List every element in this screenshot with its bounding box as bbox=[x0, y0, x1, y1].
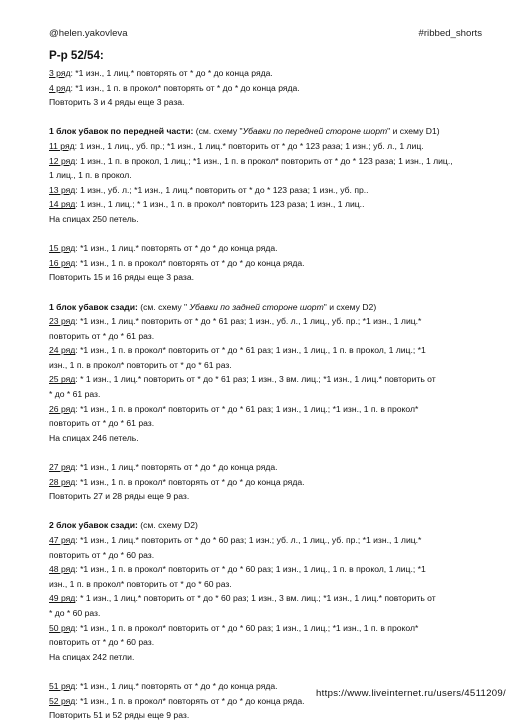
row-4: 4 ряд: *1 изн., 1 п. в прокол* повторять от * до * до конца ряда. bbox=[49, 82, 300, 93]
row-27: 27 ряд: *1 изн., 1 лиц.* повторять от * до * до конца ряда. bbox=[49, 462, 278, 473]
row-48-cont: изн., 1 п. в прокол* повторить от * до * 60 раз. bbox=[49, 578, 232, 589]
row-23: 23 ряд: *1 изн., 1 лиц.* повторить от * до * 61 раз; 1 изн., уб. л., 1 лиц., уб. пр.; *1 изн., 1 лиц.* bbox=[49, 316, 422, 327]
row-25: 25 ряд: * 1 изн., 1 лиц.* повторить от * до * 61 раз; 1 изн., 3 вм. лиц.; *1 изн., 1 лиц.* повторить от bbox=[49, 374, 436, 385]
row-23-cont: повторить от * до * 61 раз. bbox=[49, 330, 155, 341]
source-url-watermark: https://www.liveinternet.ru/users/4511209/ bbox=[316, 688, 506, 699]
row-15: 15 ряд: *1 изн., 1 лиц.* повторять от * до * до конца ряда. bbox=[49, 243, 278, 254]
row-51: 51 ряд: *1 изн., 1 лиц.* повторять от * до * до конца ряда. bbox=[49, 680, 278, 691]
stitch-count-250: На спицах 250 петель. bbox=[49, 213, 139, 224]
row-12-cont: 1 лиц., 1 п. в прокол. bbox=[49, 170, 132, 181]
repeat-15-16: Повторить 15 и 16 ряды еще 3 раза. bbox=[49, 272, 194, 283]
row-52: 52 ряд: *1 изн., 1 п. в прокол* повторять от * до * до конца ряда. bbox=[49, 695, 305, 706]
author-handle: @helen.yakovleva bbox=[49, 28, 128, 39]
row-49-cont: * до * 60 раз. bbox=[49, 607, 101, 618]
repeat-27-28: Повторить 27 и 28 ряды еще 9 раз. bbox=[49, 491, 190, 502]
stitch-count-242: На спицах 242 петли. bbox=[49, 651, 135, 662]
row-16: 16 ряд: *1 изн., 1 п. в прокол* повторять от * до * до конца ряда. bbox=[49, 257, 305, 268]
row-26: 26 ряд: *1 изн., 1 п. в прокол* повторить от * до * 61 раз; 1 изн., 1 лиц.; *1 изн., 1 п. в прокол* bbox=[49, 403, 419, 414]
row-26-cont: повторить от * до * 61 раз. bbox=[49, 418, 155, 429]
row-50: 50 ряд: *1 изн., 1 п. в прокол* повторить от * до * 60 раз; 1 изн., 1 лиц.; *1 изн., 1 п. в прокол* bbox=[49, 622, 419, 633]
block2-heading: 2 блок убавок сзади: (см. схему D2) bbox=[49, 520, 198, 531]
row-14: 14 ряд: 1 изн., 1 лиц.; * 1 изн., 1 п. в прокол* повторить 123 раза; 1 изн., 1 лиц.. bbox=[49, 199, 365, 210]
row-11: 11 ряд: 1 изн., 1 лиц., уб. пр.; *1 изн., 1 лиц.* повторить от * до * 123 раза; 1 изн.; уб. л., 1 лиц. bbox=[49, 140, 424, 151]
repeat-3-4: Повторить 3 и 4 ряды еще 3 раза. bbox=[49, 97, 185, 108]
block-back-heading: 1 блок убавок сзади: (см. схему " Убавки по задней стороне шорт" и схему D2) bbox=[49, 301, 377, 312]
row-3: 3 ряд: *1 изн., 1 лиц.* повторять от * до * до конца ряда. bbox=[49, 68, 273, 78]
stitch-count-246: На спицах 246 петель. bbox=[49, 432, 139, 443]
row-24: 24 ряд: *1 изн., 1 п. в прокол* повторить от * до * 61 раз; 1 изн., 1 лиц., 1 п. в прокол, 1 лиц.; *1 bbox=[49, 345, 426, 356]
row-13: 13 ряд: 1 изн., уб. л.; *1 изн., 1 лиц.* повторить от * до * 123 раза; 1 изн., уб. пр.. bbox=[49, 184, 369, 195]
repeat-51-52: Повторить 51 и 52 ряды еще 9 раз. bbox=[49, 710, 190, 721]
row-28: 28 ряд: *1 изн., 1 п. в прокол* повторять от * до * до конца ряда. bbox=[49, 476, 305, 487]
pattern-text bbox=[49, 47, 489, 723]
row-47-cont: повторить от * до * 60 раз. bbox=[49, 549, 155, 560]
row-48: 48 ряд: *1 изн., 1 п. в прокол* повторить от * до * 60 раз; 1 изн., 1 лиц., 1 п. в прокол, 1 лиц.; *1 bbox=[49, 564, 426, 575]
hashtag: #ribbed_shorts bbox=[418, 28, 482, 39]
row-49: 49 ряд: * 1 изн., 1 лиц.* повторить от * до * 60 раз; 1 изн., 3 вм. лиц.; *1 изн., 1 лиц.* повторить от bbox=[49, 593, 436, 604]
row-50-cont: повторить от * до * 60 раз. bbox=[49, 637, 155, 648]
row-25-cont: * до * 61 раз. bbox=[49, 389, 101, 400]
row-24-cont: изн., 1 п. в прокол* повторить от * до * 61 раз. bbox=[49, 359, 232, 370]
row-12: 12 ряд: 1 изн., 1 п. в прокол, 1 лиц.; *1 изн., 1 п. в прокол* повторить от * до * 123 раза; 1 изн., 1 лиц., bbox=[49, 155, 453, 166]
row-47: 47 ряд: *1 изн., 1 лиц.* повторить от * до * 60 раз; 1 изн.; уб. л., 1 лиц., уб. пр.; *1 изн., 1 лиц.* bbox=[49, 535, 422, 545]
block1-heading: 1 блок убавок по передней части: (см. схему "Убавки по передней стороне шорт" и схему D1) bbox=[49, 126, 440, 137]
size-title: Р-р 52/54: bbox=[49, 49, 104, 62]
